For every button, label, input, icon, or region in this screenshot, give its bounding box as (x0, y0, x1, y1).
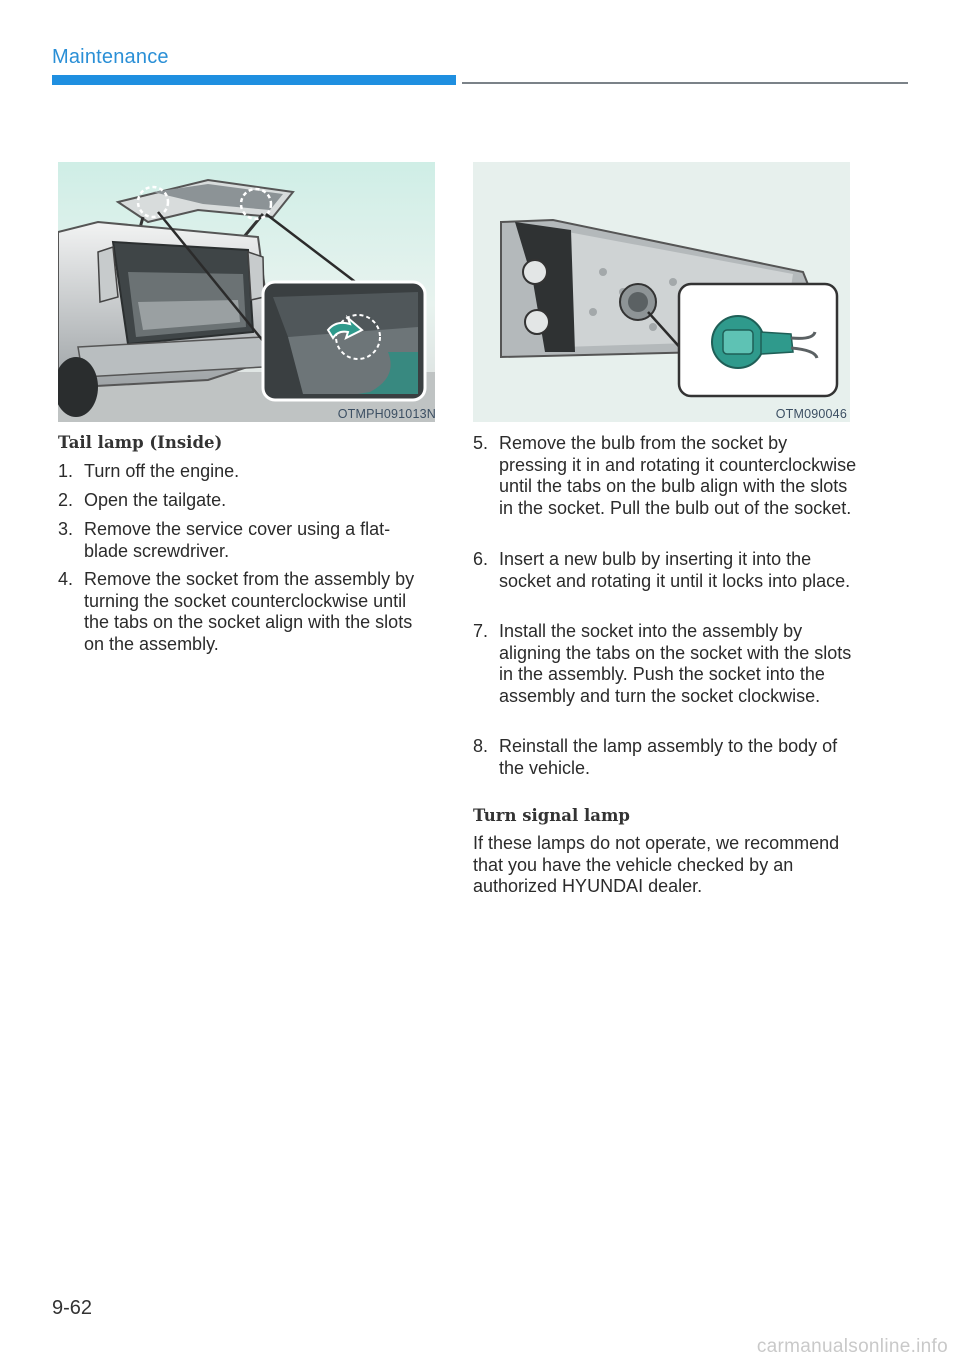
tailgate-illustration (58, 162, 435, 422)
list-item: 7. Install the socket into the assembly by aligning the tabs on the socket with the slots in the assembly. Push the socket into the assembly and turn the socket clockwise. (473, 621, 852, 706)
list-item: 8. Reinstall the lamp assembly to the body of the vehicle. (473, 736, 838, 778)
header-rule (462, 82, 908, 84)
figure-code-left: OTMPH091013N (337, 407, 436, 421)
list-item: 2. Open the tailgate. (58, 490, 227, 510)
section-title: Maintenance (52, 46, 169, 68)
heading-turn-signal-lamp: Turn signal lamp (473, 806, 630, 825)
watermark: carmanualsonline.info (756, 1336, 948, 1357)
list-item: 3. Remove the service cover using a flat-blade screwdriver. (58, 519, 391, 561)
figure-lamp-socket (473, 162, 850, 422)
list-item: 5. Remove the bulb from the socket by pressing it in and rotating it counterclockwise until the tabs on the bulb align with the slots in the socket. Pull the bulb out of the socket. (473, 433, 857, 518)
paragraph-turn-signal: If these lamps do not operate, we recommend that you have the vehicle checked by an authorized HYUNDAI dealer. (473, 833, 840, 896)
figure-tailgate-open (58, 162, 435, 422)
list-item: 4. Remove the socket from the assembly by turning the socket counterclockwise until the tabs on the socket align with the slots on the assembly. (58, 569, 415, 654)
figure-code-right: OTM090046 (775, 407, 847, 421)
socket-illustration (473, 162, 850, 422)
page-number: 9-62 (52, 1297, 93, 1319)
heading-tail-lamp-inside: Tail lamp (Inside) (58, 433, 223, 452)
list-item: 6. Insert a new bulb by inserting it into the socket and rotating it until it locks into place. (473, 549, 851, 591)
header-accent-bar (52, 75, 456, 85)
list-item: 1. Turn off the engine. (58, 461, 240, 481)
